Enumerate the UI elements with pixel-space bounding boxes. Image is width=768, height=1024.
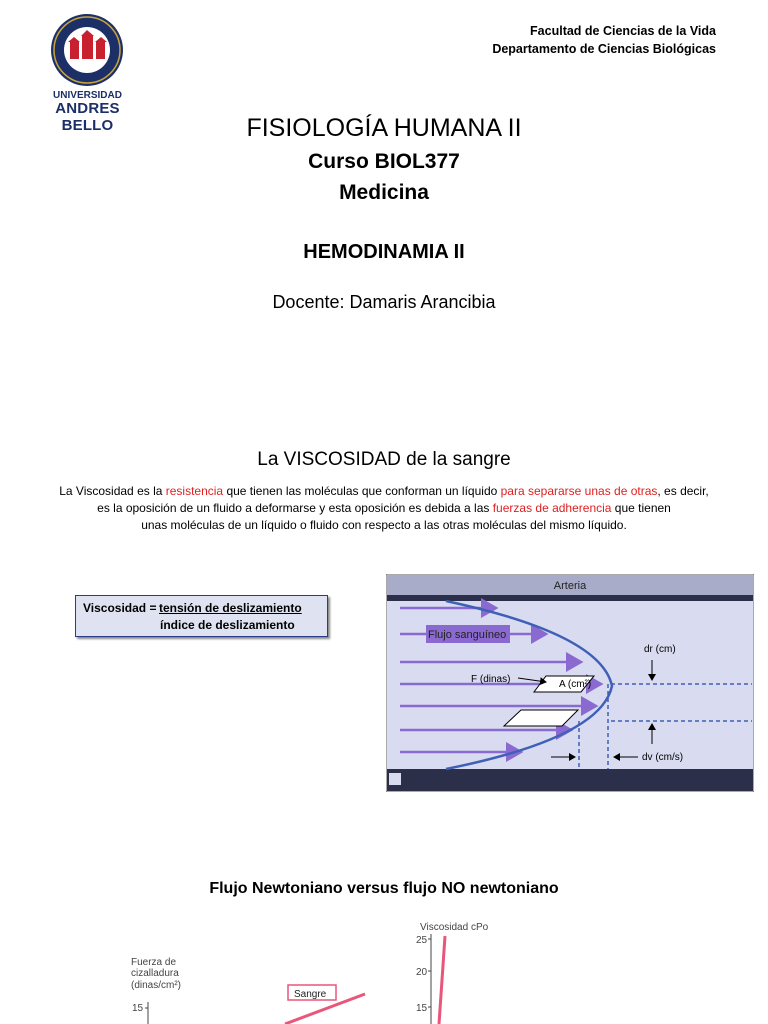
viscosity-heading: La VISCOSIDAD de la sangre xyxy=(257,449,511,470)
left-tick-15: 15 xyxy=(132,1003,144,1014)
paragraph-line-1 xyxy=(0,483,768,500)
left-ylabel-2: cizalladura xyxy=(131,968,179,979)
text-run: que tienen xyxy=(611,501,671,515)
right-tick-25: 25 xyxy=(416,935,428,946)
text-run: que tienen las moléculas que conforman un líquido xyxy=(223,484,501,498)
logo-building-center xyxy=(82,36,93,59)
artist-mark xyxy=(389,773,401,785)
text-run: La Viscosidad es la xyxy=(59,484,166,498)
viscosity-paragraph xyxy=(0,483,768,534)
formula-numerator: tensión de deslizamiento xyxy=(159,601,302,615)
viscosity-formula-box xyxy=(75,595,328,637)
formula-label: Viscosidad = xyxy=(83,601,157,615)
artery-title: Arteria xyxy=(553,580,587,592)
course-code: Curso BIOL377 xyxy=(308,150,460,173)
artery-flow-figure xyxy=(386,574,754,792)
right-tick-15: 15 xyxy=(416,1003,428,1014)
university-name-large: ANDRES BELLO xyxy=(55,100,120,134)
viscosity-curve xyxy=(439,936,445,1024)
right-tick-20: 20 xyxy=(416,967,428,978)
paragraph-line-2 xyxy=(0,500,768,517)
artery-wall-bottom xyxy=(387,769,753,791)
course-title: FISIOLOGÍA HUMANA II xyxy=(246,114,522,142)
teacher-name: Docente: Damaris Arancibia xyxy=(272,292,496,312)
newtonian-heading: Flujo Newtoniano versus flujo NO newtoniano xyxy=(209,880,559,897)
department-name: Departamento de Ciencias Biológicas xyxy=(492,42,716,56)
paragraph-line-3: unas moléculas de un líquido o fluido con respecto a las otras moléculas del mismo líquido. xyxy=(141,518,627,532)
area-label: A (cm²) xyxy=(559,679,592,690)
logo-building-left xyxy=(70,42,79,59)
logo-building-right xyxy=(96,42,105,59)
left-ylabel-1: Fuerza de xyxy=(131,957,177,968)
faculty-name: Facultad de Ciencias de la Vida xyxy=(530,24,716,38)
highlight-separarse: para separarse unas de otras xyxy=(500,484,658,498)
flow-label: Flujo sanguíneo xyxy=(428,629,507,641)
career-name: Medicina xyxy=(339,181,429,204)
dr-label: dr (cm) xyxy=(644,644,676,655)
highlight-resistencia: resistencia xyxy=(165,484,224,498)
topic-title: HEMODINAMIA II xyxy=(303,241,465,263)
faculty-block xyxy=(492,22,716,58)
newtonian-flow-figure xyxy=(100,912,520,1024)
sangre-label: Sangre xyxy=(294,989,327,1000)
text-run: es la oposición de un fluido a deformarse y esta oposición es debida a las xyxy=(97,501,493,515)
right-ylabel: Viscosidad cPo xyxy=(420,922,489,933)
highlight-adherencia: fuerzas de adherencia xyxy=(492,501,612,515)
artery-wall-top xyxy=(387,595,753,601)
formula-denominator: índice de deslizamiento xyxy=(160,618,295,632)
left-ylabel-3: (dinas/cm²) xyxy=(131,980,182,991)
dv-label: dv (cm/s) xyxy=(642,752,684,763)
text-run: , es decir, xyxy=(657,484,709,498)
university-name-small: UNIVERSIDAD xyxy=(53,90,122,101)
force-label: F (dinas) xyxy=(471,674,511,685)
